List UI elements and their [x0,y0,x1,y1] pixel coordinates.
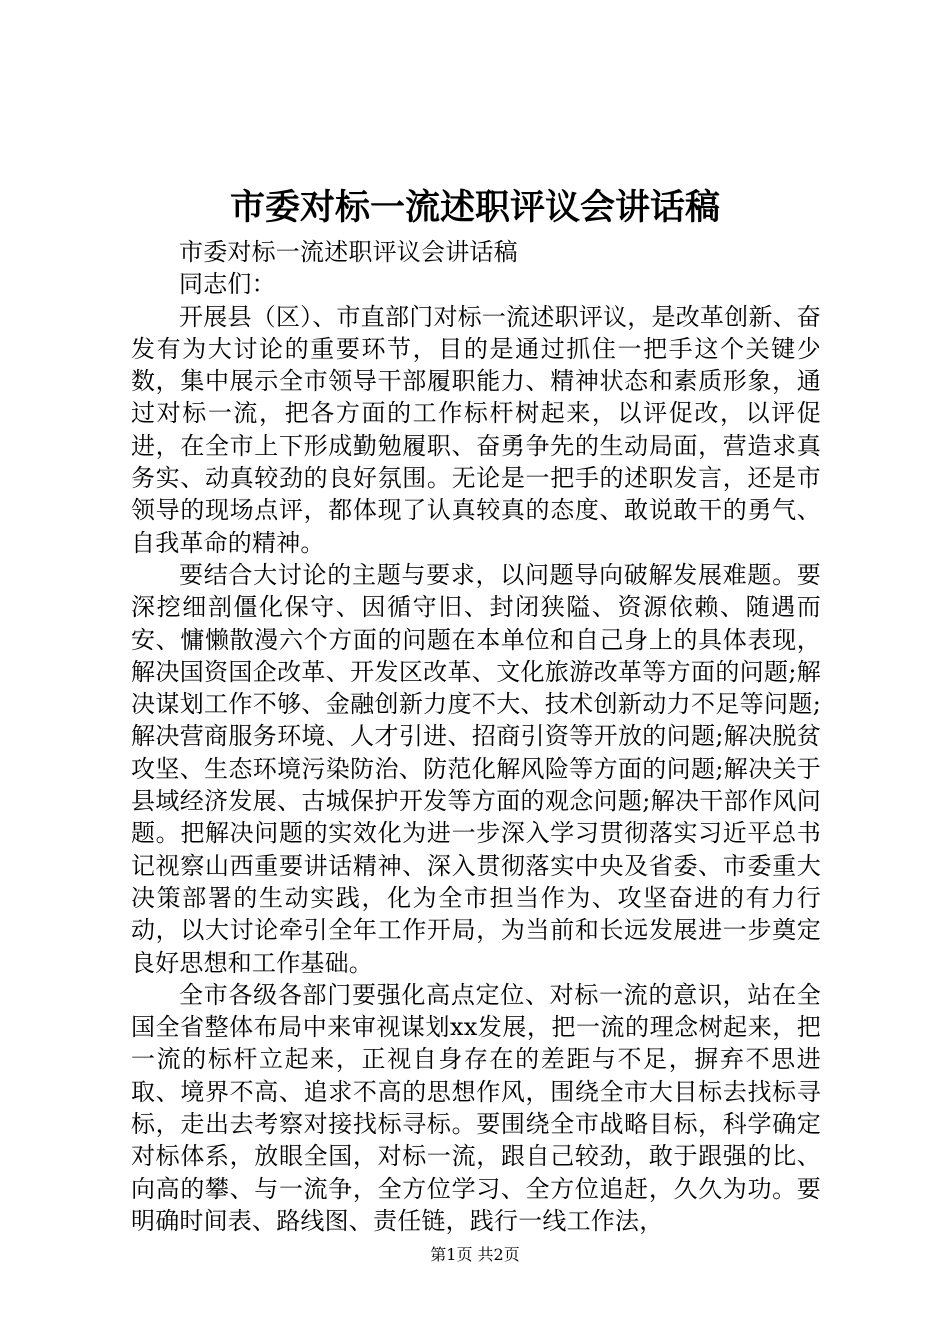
paragraph-2: 要结合大讨论的主题与要求，以问题导向破解发展难题。要深挖细剖僵化保守、因循守旧、封闭狭隘、资源依赖、随遇而安、慵懒散漫六个方面的问题在本单位和自己身上的具体表现，解决国资国企改革、开发区改革、文化旅游改革等方面的问题;解决谋划工作不够、金融创新力度不大、技术创新动力不足等问题;解决营商服务环境、人才引进、招商引资等开放的问题;解决脱贫攻坚、生态环境污染防治、防范化解风险等方面的问题;解决关于县域经济发展、古城保护开发等方面的观念问题;解决干部作风问题。把解决问题的实效化为进一步深入学习贯彻落实习近平总书记视察山西重要讲话精神、深入贯彻落实中央及省委、市委重大决策部署的生动实践，化为全市担当作为、攻坚奋进的有力行动，以大讨论牵引全年工作开局，为当前和长远发展进一步奠定良好思想和工作基础。 [131,560,821,977]
paragraph-1: 开展县（区）、市直部门对标一流述职评议，是改革创新、奋发有为大讨论的重要环节，目的是通过抓住一把手这个关键少数，集中展示全市领导干部履职能力、精神状态和素质形象，通过对标一流，把各方面的工作标杆树起来，以评促改，以评促进，在全市上下形成勤勉履职、奋勇争先的生动局面，营造求真务实、动真较劲的良好氛围。无论是一把手的述职发言，还是市领导的现场点评，都体现了认真较真的态度、敢说敢干的勇气、自我革命的精神。 [131,302,821,557]
page-footer: 第1页 共2页 [430,1245,520,1264]
paragraph-3: 全市各级各部门要强化高点定位、对标一流的意识，站在全国全省整体布局中来审视谋划xx发展，把一流的理念树起来，把一流的标杆立起来，正视自身存在的差距与不足，摒弃不思进取、境界不高、追求不高的思想作风，围绕全市大目标去找标寻标，走出去考察对接找标寻标。要围绕全市战略目标，科学确定对标体系，放眼全国，对标一流，跟自己较劲，敢于跟强的比、向高的攀、与一流争，全方位学习、全方位追赶，久久为功。要明确时间表、路线图、责任链，践行一线工作法， [131,980,821,1235]
document-body [131,236,821,1237]
document-title: 市委对标一流述职评议会讲话稿 [229,187,720,228]
subtitle-line: 市委对标一流述职评议会讲话稿 [179,238,518,266]
salutation: 同志们： [179,270,276,299]
